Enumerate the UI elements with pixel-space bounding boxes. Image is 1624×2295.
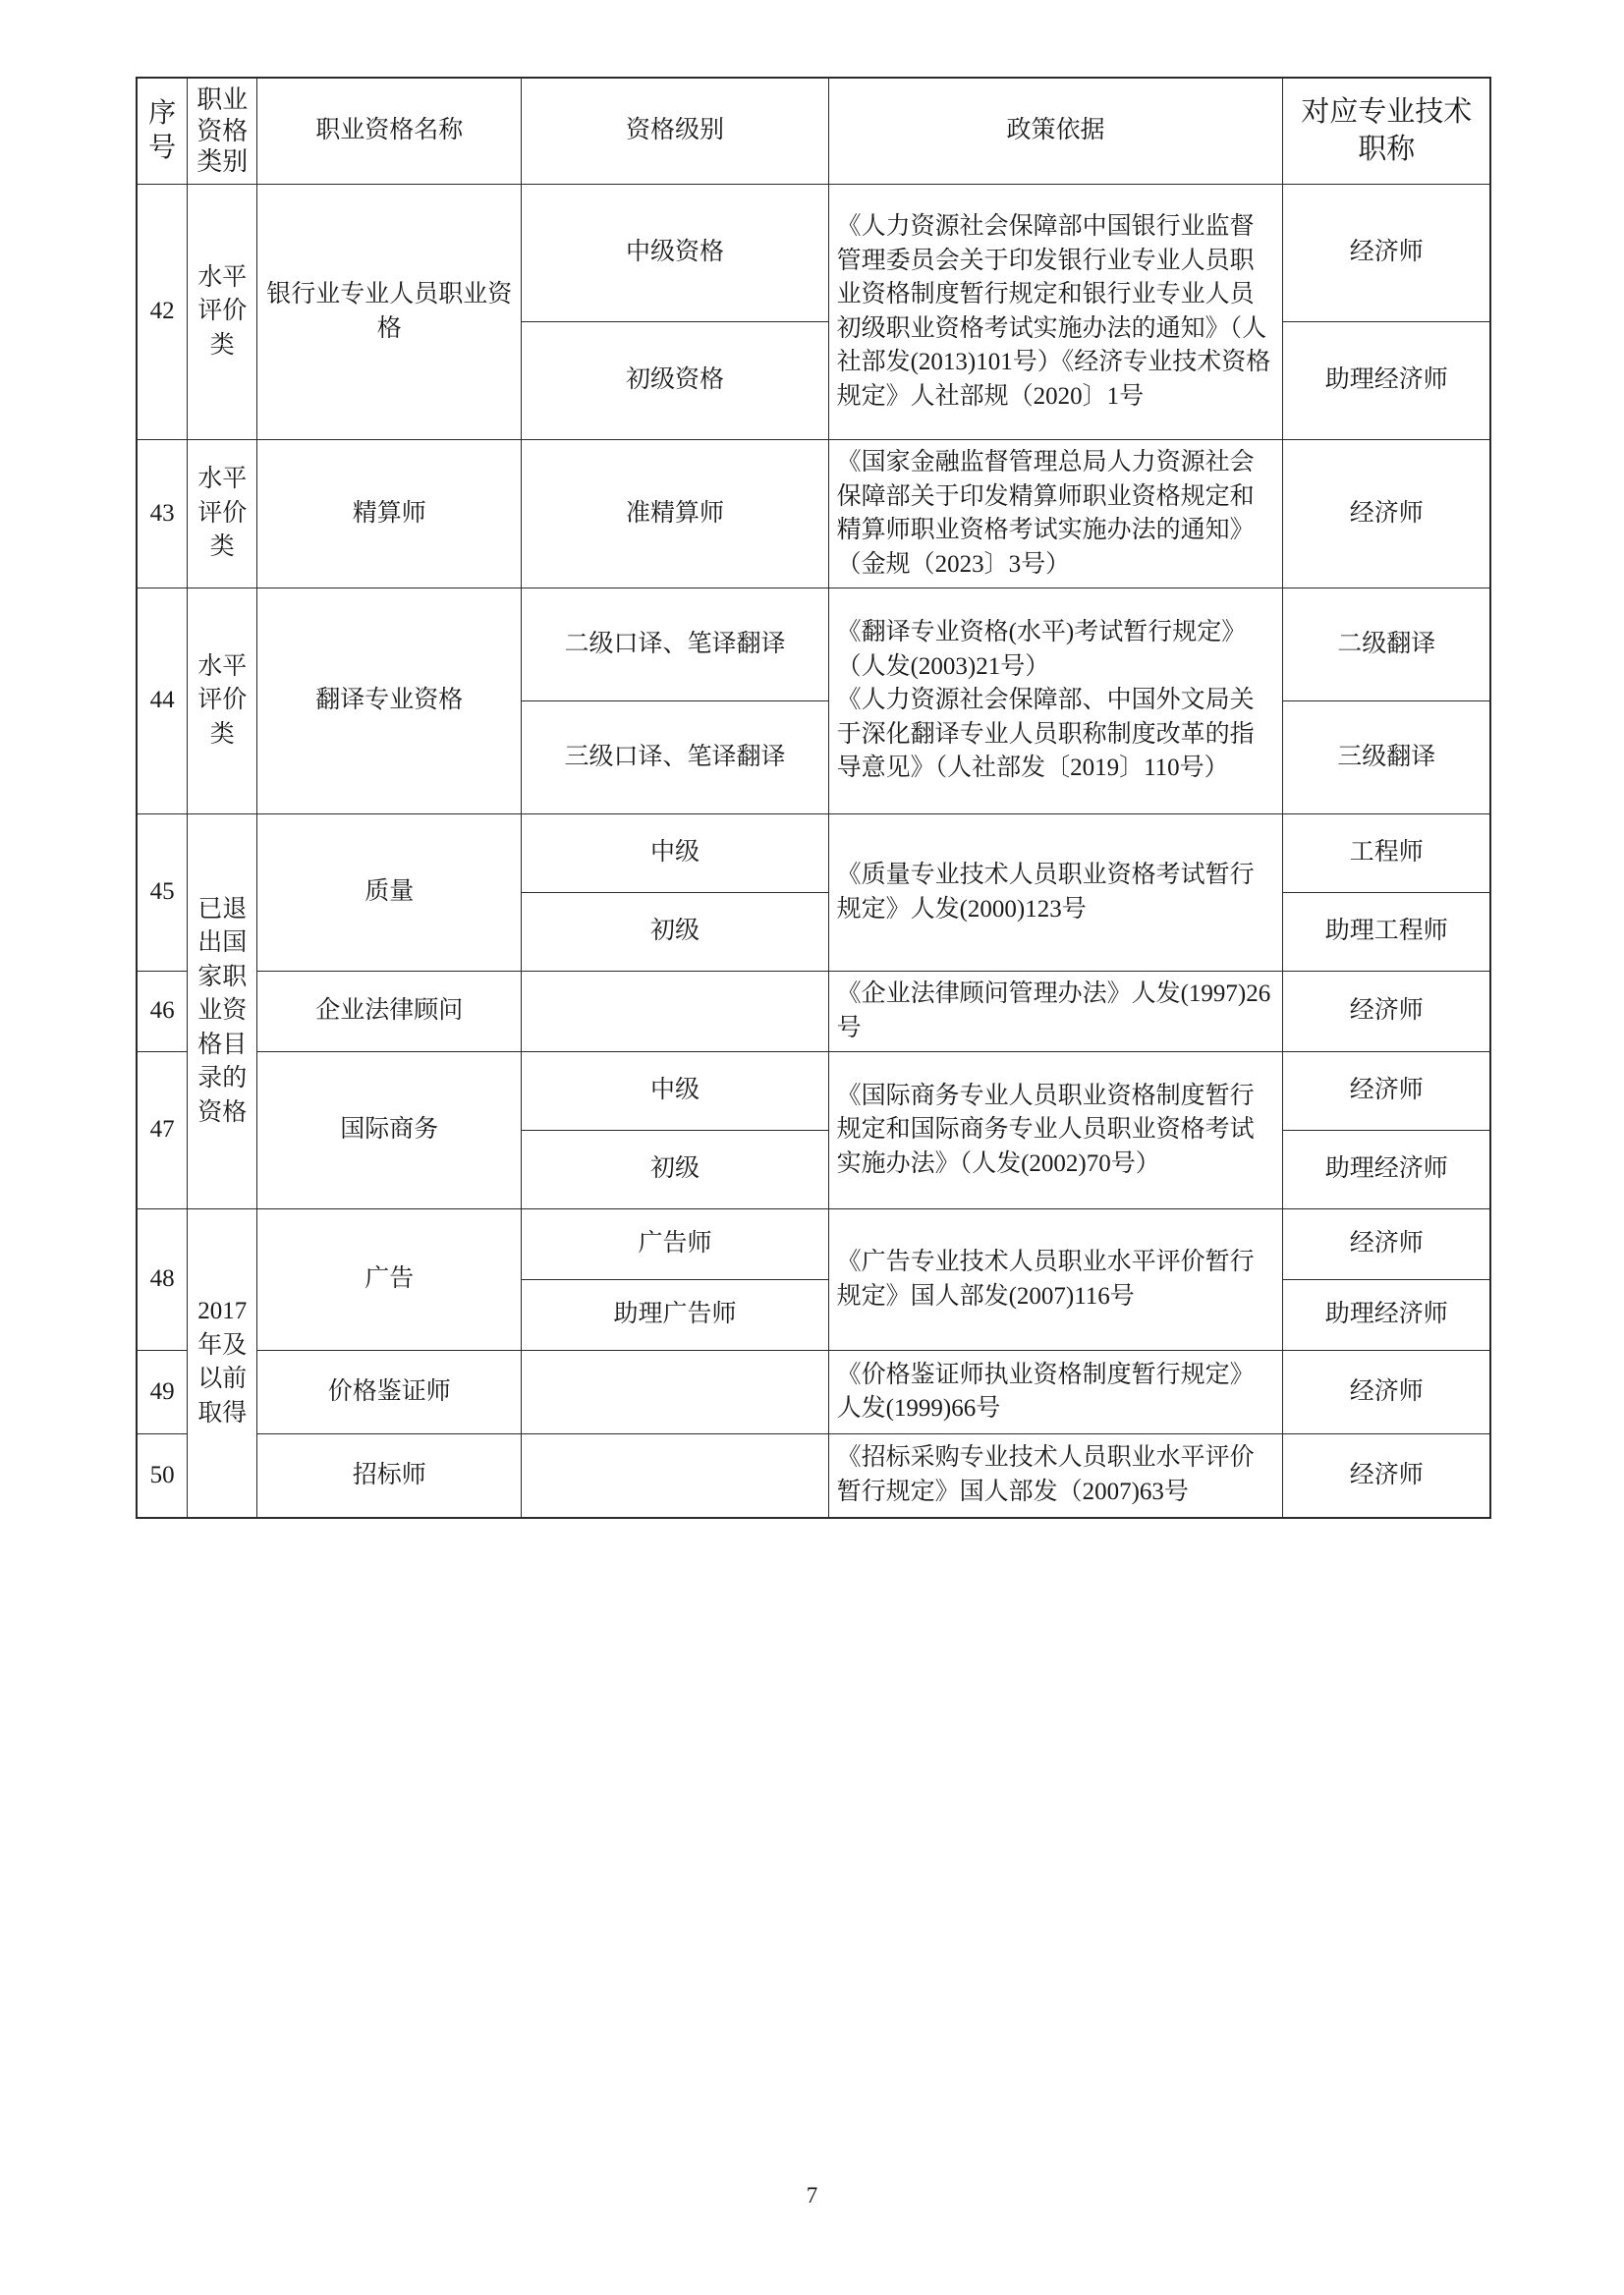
cell-seq: 48	[137, 1209, 188, 1351]
cell-job-title: 助理经济师	[1283, 322, 1490, 440]
cell-job-title: 经济师	[1283, 1052, 1490, 1131]
qualification-table-wrapper	[136, 77, 1491, 1519]
cell-category: 已退出国家职业资格目录的资格	[188, 814, 257, 1209]
table-row	[137, 1434, 1490, 1518]
cell-job-title: 二级翻译	[1283, 588, 1490, 701]
cell-qualification-name: 翻译专业资格	[257, 588, 522, 814]
table-row	[137, 185, 1490, 322]
cell-level	[522, 1351, 828, 1434]
cell-level	[522, 1434, 828, 1518]
table-row	[137, 588, 1490, 701]
cell-job-title: 经济师	[1283, 1351, 1490, 1434]
cell-level: 中级	[522, 814, 828, 893]
policy-line: 《国家金融监督管理总局人力资源社会保障部关于印发精算师职业资格规定和精算师职业资格考试实施办法的通知》（金规（2023〕3号）	[836, 449, 1255, 578]
cell-level	[522, 972, 828, 1052]
cell-job-title: 经济师	[1283, 440, 1490, 588]
cell-qualification-name: 价格鉴证师	[257, 1351, 522, 1434]
cell-qualification-name: 广告	[257, 1209, 522, 1351]
cell-seq: 42	[137, 185, 188, 440]
policy-line: 《国际商务专业人员职业资格制度暂行规定和国际商务专业人员职业资格考试实施办法》（人发(2002)70号）	[836, 1082, 1255, 1177]
header-name: 职业资格名称	[257, 78, 522, 185]
cell-level: 初级	[522, 1131, 828, 1209]
policy-line: 《质量专业技术人员职业资格考试暂行规定》人发(2000)123号	[836, 862, 1255, 923]
cell-policy-basis	[828, 588, 1283, 814]
policy-line: 《人力资源社会保障部、中国外文局关于深化翻译专业人员职称制度改革的指导意见》（人社部发〔2019〕110号）	[836, 687, 1255, 782]
cell-qualification-name: 银行业专业人员职业资格	[257, 185, 522, 440]
cell-job-title: 经济师	[1283, 185, 1490, 322]
cell-level: 准精算师	[522, 440, 828, 588]
header-level: 资格级别	[522, 78, 828, 185]
qualification-table	[136, 77, 1491, 1519]
cell-seq: 49	[137, 1351, 188, 1434]
cell-policy-basis	[828, 972, 1283, 1052]
cell-category: 水平评价类	[188, 588, 257, 814]
cell-job-title: 经济师	[1283, 1434, 1490, 1518]
cell-job-title: 工程师	[1283, 814, 1490, 893]
cell-policy-basis	[828, 1351, 1283, 1434]
cell-category: 水平评价类	[188, 440, 257, 588]
policy-line: 《翻译专业资格(水平)考试暂行规定》（人发(2003)21号）	[836, 619, 1247, 680]
table-header-row	[137, 78, 1490, 185]
policy-line: 《广告专业技术人员职业水平评价暂行规定》国人部发(2007)116号	[836, 1249, 1255, 1310]
cell-job-title: 助理工程师	[1283, 893, 1490, 972]
cell-seq: 45	[137, 814, 188, 972]
cell-job-title: 助理经济师	[1283, 1131, 1490, 1209]
cell-level: 广告师	[522, 1209, 828, 1280]
cell-policy-basis	[828, 185, 1283, 440]
policy-line: 《人力资源社会保障部中国银行业监督管理委员会关于印发银行业专业人员职业资格制度暂行规定和银行业专业人员初级职业资格考试实施办法的通知》（人社部发(2013)101号）《经济专业技术资格规定》人社部规（2020〕1号	[836, 213, 1271, 410]
cell-level: 初级	[522, 893, 828, 972]
cell-category: 2017年及以前取得	[188, 1209, 257, 1518]
table-row	[137, 440, 1490, 588]
cell-level: 初级资格	[522, 322, 828, 440]
table-row	[137, 814, 1490, 893]
header-policy: 政策依据	[828, 78, 1283, 185]
cell-level: 中级资格	[522, 185, 828, 322]
cell-level: 中级	[522, 1052, 828, 1131]
cell-policy-basis	[828, 814, 1283, 972]
cell-category: 水平评价类	[188, 185, 257, 440]
policy-line: 《企业法律顾问管理办法》人发(1997)26号	[836, 980, 1271, 1041]
cell-job-title: 三级翻译	[1283, 701, 1490, 814]
table-row	[137, 1209, 1490, 1280]
cell-level: 三级口译、笔译翻译	[522, 701, 828, 814]
table-row	[137, 1351, 1490, 1434]
header-category: 职业资格类别	[188, 78, 257, 185]
cell-level: 助理广告师	[522, 1280, 828, 1351]
cell-qualification-name: 招标师	[257, 1434, 522, 1518]
cell-qualification-name: 国际商务	[257, 1052, 522, 1209]
policy-line: 《招标采购专业技术人员职业水平评价暂行规定》国人部发（2007)63号	[836, 1444, 1255, 1505]
cell-job-title: 助理经济师	[1283, 1280, 1490, 1351]
cell-policy-basis	[828, 1209, 1283, 1351]
cell-seq: 46	[137, 972, 188, 1052]
cell-seq: 50	[137, 1434, 188, 1518]
table-body	[137, 185, 1490, 1518]
cell-seq: 43	[137, 440, 188, 588]
cell-policy-basis	[828, 440, 1283, 588]
page-number: 7	[806, 2183, 818, 2208]
cell-level: 二级口译、笔译翻译	[522, 588, 828, 701]
table-row	[137, 1052, 1490, 1131]
header-job-title: 对应专业技术职称	[1283, 78, 1490, 185]
cell-job-title: 经济师	[1283, 1209, 1490, 1280]
table-row	[137, 972, 1490, 1052]
cell-seq: 44	[137, 588, 188, 814]
table-header	[137, 78, 1490, 185]
cell-qualification-name: 质量	[257, 814, 522, 972]
header-seq: 序号	[137, 78, 188, 185]
policy-line: 《价格鉴证师执业资格制度暂行规定》人发(1999)66号	[836, 1361, 1255, 1423]
cell-policy-basis	[828, 1434, 1283, 1518]
cell-seq: 47	[137, 1052, 188, 1209]
cell-job-title: 经济师	[1283, 972, 1490, 1052]
cell-policy-basis	[828, 1052, 1283, 1209]
cell-qualification-name: 精算师	[257, 440, 522, 588]
cell-qualification-name: 企业法律顾问	[257, 972, 522, 1052]
